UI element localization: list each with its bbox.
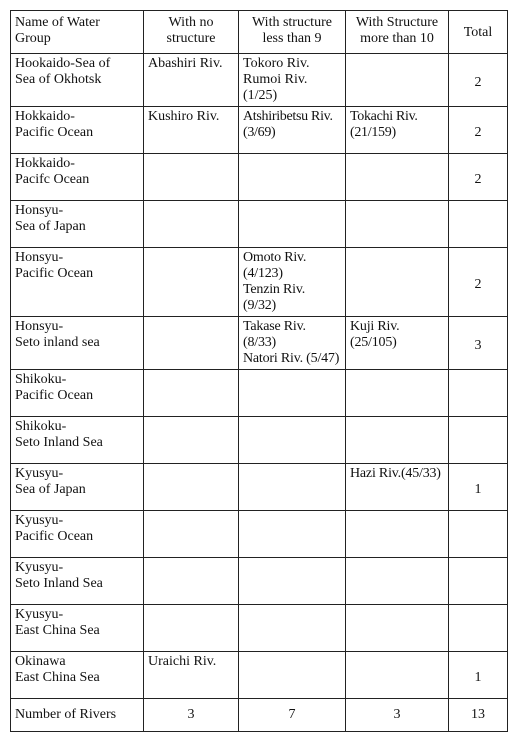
- water-group-line: Kyusyu-: [15, 513, 64, 528]
- cell-group: [11, 417, 144, 464]
- cell-less-than-9: [239, 201, 346, 248]
- table-row: [11, 464, 508, 511]
- table-row: [11, 370, 508, 417]
- river-structure-table: [10, 10, 508, 732]
- water-group-line: Kyusyu-: [15, 466, 64, 481]
- cell-total: [449, 417, 508, 464]
- cell-total: [449, 558, 508, 605]
- cell-no-structure: [144, 248, 239, 317]
- cell-more-than-10: [346, 605, 449, 652]
- cell-group: [11, 558, 144, 605]
- cell-group: [11, 605, 144, 652]
- water-group-line: Seto Inland Sea: [15, 576, 103, 591]
- water-group-line: Sea of Japan: [15, 482, 86, 497]
- cell-no-structure: [144, 317, 239, 370]
- water-group-line: Kyusyu-: [15, 607, 64, 622]
- cell-group: [11, 370, 144, 417]
- cell-more-than-10: [346, 558, 449, 605]
- cell-total: [449, 370, 508, 417]
- cell-more-than-10: [346, 107, 449, 154]
- cell-group: [11, 464, 144, 511]
- cell-no-structure: [144, 605, 239, 652]
- cell-no-structure: [144, 370, 239, 417]
- water-group-line: Pacific Ocean: [15, 125, 94, 140]
- river-entry: Tokachi Riv. (21/159): [350, 109, 418, 140]
- cell-group: [11, 248, 144, 317]
- cell-group: [11, 317, 144, 370]
- table-row: [11, 248, 508, 317]
- cell-less-than-9: [239, 652, 346, 699]
- footer-more-than-10: 3: [346, 699, 449, 732]
- water-group-line: Sea of Japan: [15, 219, 86, 234]
- cell-less-than-9: [239, 317, 346, 370]
- cell-more-than-10: [346, 317, 449, 370]
- header-less-than-9: With structure less than 9: [239, 11, 346, 54]
- table-row: [11, 317, 508, 370]
- water-group-line: Okinawa: [15, 654, 66, 669]
- cell-less-than-9: [239, 605, 346, 652]
- water-group-line: Honsyu-: [15, 319, 64, 334]
- table-row: [11, 417, 508, 464]
- cell-no-structure: [144, 652, 239, 699]
- header-water-group: Name of Water Group: [11, 11, 144, 54]
- cell-total: 3: [449, 317, 508, 370]
- cell-total: [449, 511, 508, 558]
- river-entry: Tokoro Riv.: [243, 56, 310, 71]
- cell-total: 1: [449, 464, 508, 511]
- header-total: Total: [449, 11, 508, 54]
- table-row: [11, 511, 508, 558]
- river-entry: Kuji Riv. (25/105): [350, 319, 400, 350]
- river-entry: Uraichi Riv.: [148, 654, 217, 669]
- table-row: [11, 54, 508, 107]
- cell-no-structure: [144, 417, 239, 464]
- footer-total: 13: [449, 699, 508, 732]
- header-more-than-10: With Structure more than 10: [346, 11, 449, 54]
- cell-less-than-9: [239, 54, 346, 107]
- water-group-line: Honsyu-: [15, 250, 64, 265]
- river-entry: Rumoi Riv. (1/25): [243, 72, 308, 103]
- cell-no-structure: [144, 201, 239, 248]
- cell-no-structure: [144, 54, 239, 107]
- cell-more-than-10: [346, 511, 449, 558]
- water-group-line: Honsyu-: [15, 203, 64, 218]
- header-no-structure: With no structure: [144, 11, 239, 54]
- river-entry: Tenzin Riv. (9/32): [243, 282, 306, 313]
- cell-more-than-10: [346, 248, 449, 317]
- water-group-line: Sea of Okhotsk: [15, 72, 102, 87]
- footer-no-structure: 3: [144, 699, 239, 732]
- cell-less-than-9: [239, 370, 346, 417]
- water-group-line: Seto inland sea: [15, 335, 100, 350]
- water-group-line: Kyusyu-: [15, 560, 64, 575]
- cell-total: [449, 605, 508, 652]
- table-body: [11, 54, 508, 699]
- river-entry: Abashiri Riv.: [148, 56, 223, 71]
- cell-more-than-10: [346, 201, 449, 248]
- river-entry: Takase Riv. (8/33): [243, 319, 306, 350]
- water-group-line: Seto Inland Sea: [15, 435, 103, 450]
- cell-less-than-9: [239, 154, 346, 201]
- header-row: [11, 11, 508, 54]
- cell-total: 2: [449, 54, 508, 107]
- cell-no-structure: [144, 464, 239, 511]
- cell-total: 2: [449, 154, 508, 201]
- cell-more-than-10: [346, 417, 449, 464]
- water-group-line: Hookaido-Sea of: [15, 56, 111, 71]
- cell-no-structure: [144, 107, 239, 154]
- cell-group: [11, 107, 144, 154]
- cell-less-than-9: [239, 417, 346, 464]
- river-entry: Hazi Riv.(45/33): [350, 466, 441, 481]
- cell-total: 2: [449, 248, 508, 317]
- cell-less-than-9: [239, 511, 346, 558]
- water-group-line: Pacific Ocean: [15, 266, 94, 281]
- water-group-line: Pacific Ocean: [15, 388, 94, 403]
- water-group-line: East China Sea: [15, 623, 100, 638]
- cell-more-than-10: [346, 154, 449, 201]
- cell-less-than-9: [239, 464, 346, 511]
- water-group-line: Hokkaido-: [15, 109, 75, 124]
- cell-total: 2: [449, 107, 508, 154]
- cell-group: [11, 511, 144, 558]
- footer-less-than-9: 7: [239, 699, 346, 732]
- cell-group: [11, 54, 144, 107]
- river-entry: Natori Riv. (5/47): [243, 351, 340, 366]
- water-group-line: Shikoku-: [15, 372, 67, 387]
- cell-more-than-10: [346, 464, 449, 511]
- cell-group: [11, 652, 144, 699]
- cell-more-than-10: [346, 370, 449, 417]
- cell-less-than-9: [239, 107, 346, 154]
- cell-total: [449, 201, 508, 248]
- water-group-line: Pacific Ocean: [15, 529, 94, 544]
- table-row: [11, 558, 508, 605]
- cell-total: 1: [449, 652, 508, 699]
- water-group-line: Pacifc Ocean: [15, 172, 90, 187]
- cell-no-structure: [144, 558, 239, 605]
- footer-label: Number of Rivers: [11, 699, 144, 732]
- cell-no-structure: [144, 154, 239, 201]
- table-row: [11, 154, 508, 201]
- cell-more-than-10: [346, 652, 449, 699]
- water-group-line: East China Sea: [15, 670, 100, 685]
- cell-group: [11, 154, 144, 201]
- cell-group: [11, 201, 144, 248]
- table-row: [11, 107, 508, 154]
- table-row: [11, 605, 508, 652]
- cell-no-structure: [144, 511, 239, 558]
- cell-more-than-10: [346, 54, 449, 107]
- footer-row: [11, 699, 508, 732]
- cell-less-than-9: [239, 558, 346, 605]
- table-row: [11, 201, 508, 248]
- water-group-line: Hokkaido-: [15, 156, 75, 171]
- cell-less-than-9: [239, 248, 346, 317]
- water-group-line: Shikoku-: [15, 419, 67, 434]
- river-entry: Kushiro Riv.: [148, 109, 220, 124]
- river-entry: Atshiribetsu Riv. (3/69): [243, 109, 333, 140]
- river-entry: Omoto Riv. (4/123): [243, 250, 307, 281]
- table-row: [11, 652, 508, 699]
